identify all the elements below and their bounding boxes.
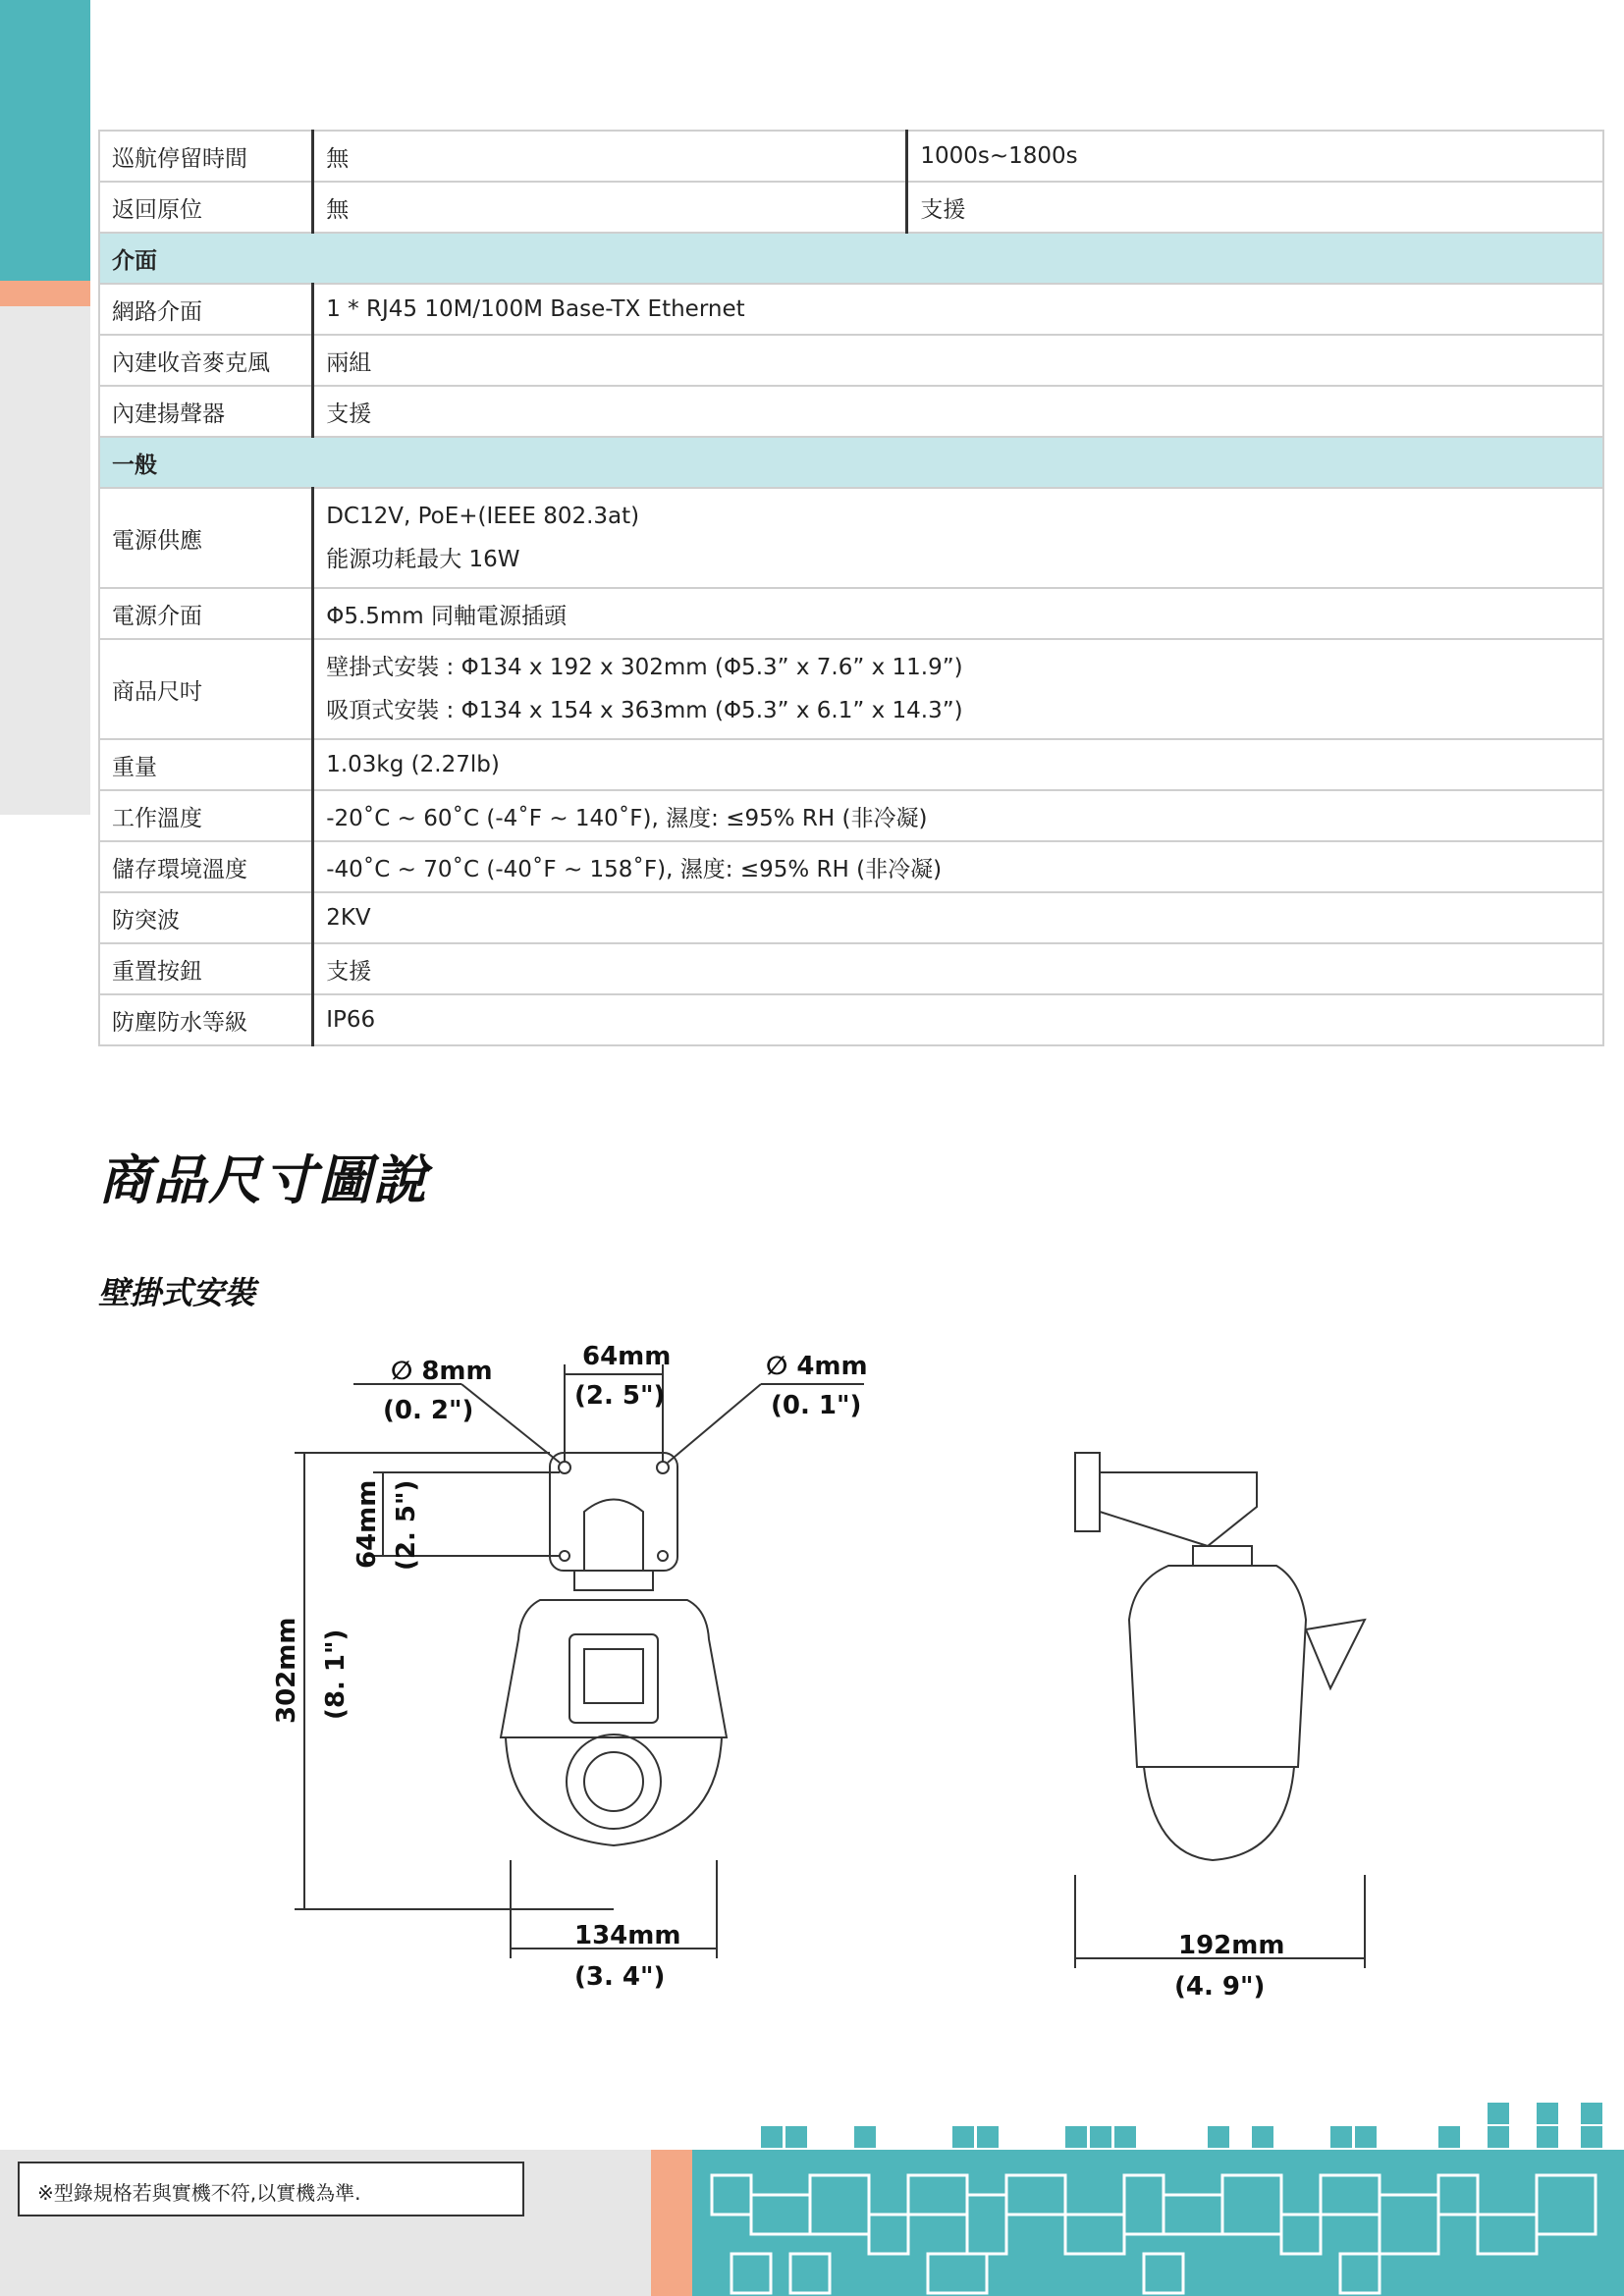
spec-value [313,488,1603,588]
footer-orange-band [651,2150,692,2296]
table-row [99,588,1603,639]
table-row [99,335,1603,386]
spec-label: 重置按鈕 [99,943,313,994]
footer-disclaimer: ※型錄規格若與實機不符,以實機為準. [18,2162,524,2216]
spec-label: 電源供應 [99,488,313,588]
side-mount-plate [1075,1453,1100,1531]
side-visor [1306,1620,1365,1688]
table-row [99,943,1603,994]
leader-line [461,1384,560,1463]
spec-value-line: 壁掛式安裝 : Φ134 x 192 x 302mm (Φ5.3” x 7.6” x 11.9”) [326,655,963,680]
spec-value: -40˚C ~ 70˚C (-40˚F ~ 158˚F), 濕度: ≤95% RH (非冷凝) [313,841,1603,892]
spec-value [313,639,1603,739]
spec-label: 內建收音麥克風 [99,335,313,386]
dim-text: ∅ 4mm [766,1352,868,1381]
spec-value: 1 * RJ45 10M/100M Base-TX Ethernet [313,284,1603,335]
mount-hole [560,1551,569,1561]
section-header-interface [99,233,1603,284]
left-band-teal [0,0,90,281]
lens-inner [584,1752,643,1811]
dim-text: (3. 4") [574,1962,666,1992]
left-band-grey [0,306,90,815]
spec-label: 內建揚聲器 [99,386,313,437]
spec-value-line: DC12V, PoE+(IEEE 802.3at) [326,504,640,529]
table-row [99,892,1603,943]
spec-label: 商品尺吋 [99,639,313,739]
ir-panel [584,1649,643,1703]
mount-hole [559,1462,570,1473]
dim-text: 64mm [352,1479,382,1569]
spec-label: 巡航停留時間 [99,131,313,182]
dimension-section-title: 商品尺寸圖說 [98,1149,428,1211]
left-band-orange [0,281,90,306]
side-arm [1100,1472,1257,1546]
spec-value: 無 [313,131,907,182]
spec-label: 電源介面 [99,588,313,639]
mount-hole [657,1462,669,1473]
bracket-arm [584,1500,643,1572]
dim-text: (8. 1") [321,1629,351,1720]
dim-text: (2. 5") [574,1381,666,1411]
spec-value: 無 [313,182,907,233]
table-row [99,488,1603,588]
table-row [99,131,1603,182]
spec-value: 2KV [313,892,1603,943]
spec-value: 兩組 [313,335,1603,386]
neck [574,1571,653,1590]
table-row [99,639,1603,739]
spec-label: 儲存環境溫度 [99,841,313,892]
spec-label: 重量 [99,739,313,790]
side-neck [1193,1546,1252,1566]
table-row [99,386,1603,437]
dim-text: (0. 2") [383,1396,474,1425]
dim-text: (2. 5") [392,1479,421,1571]
dim-text: 302mm [272,1617,301,1724]
section-title: 介面 [99,233,1603,284]
wall-mount-subtitle: 壁掛式安裝 [98,1274,256,1311]
lens-outer [567,1735,661,1829]
table-row [99,182,1603,233]
dim-text: ∅ 8mm [391,1357,493,1386]
spec-value-line: 吸頂式安裝 : Φ134 x 154 x 363mm (Φ5.3” x 6.1” x 14.3”) [326,698,963,723]
spec-value: IP66 [313,994,1603,1045]
spec-label: 工作溫度 [99,790,313,841]
dim-text: 192mm [1178,1931,1285,1960]
spec-value: 支援 [907,182,1603,233]
dim-text: (0. 1") [771,1391,862,1420]
dim-text: 64mm [582,1342,672,1371]
spec-value: -20˚C ~ 60˚C (-4˚F ~ 140˚F), 濕度: ≤95% RH (非冷凝) [313,790,1603,841]
section-header-general [99,437,1603,488]
spec-label: 防突波 [99,892,313,943]
table-row [99,994,1603,1045]
table-row [99,790,1603,841]
spec-table [98,130,1604,1046]
leader-line [668,1384,761,1463]
spec-value: 1000s~1800s [907,131,1603,182]
spec-label: 返回原位 [99,182,313,233]
mount-hole [658,1551,668,1561]
spec-label: 網路介面 [99,284,313,335]
table-row [99,739,1603,790]
dim-text: 134mm [574,1921,681,1950]
ir-window [569,1634,658,1723]
table-row [99,841,1603,892]
side-dome [1144,1767,1294,1860]
dim-text: (4. 9") [1174,1972,1266,2002]
side-body [1129,1566,1306,1767]
dimension-drawing [245,1325,1424,2012]
camera-body [501,1600,727,1737]
spec-value: Φ5.5mm 同軸電源插頭 [313,588,1603,639]
spec-label: 防塵防水等級 [99,994,313,1045]
spec-value: 支援 [313,386,1603,437]
table-row [99,284,1603,335]
spec-value: 1.03kg (2.27lb) [313,739,1603,790]
spec-value: 支援 [313,943,1603,994]
footer-pixel-pattern [692,2097,1624,2296]
spec-value-line: 能源功耗最大 16W [326,547,520,572]
section-title: 一般 [99,437,1603,488]
